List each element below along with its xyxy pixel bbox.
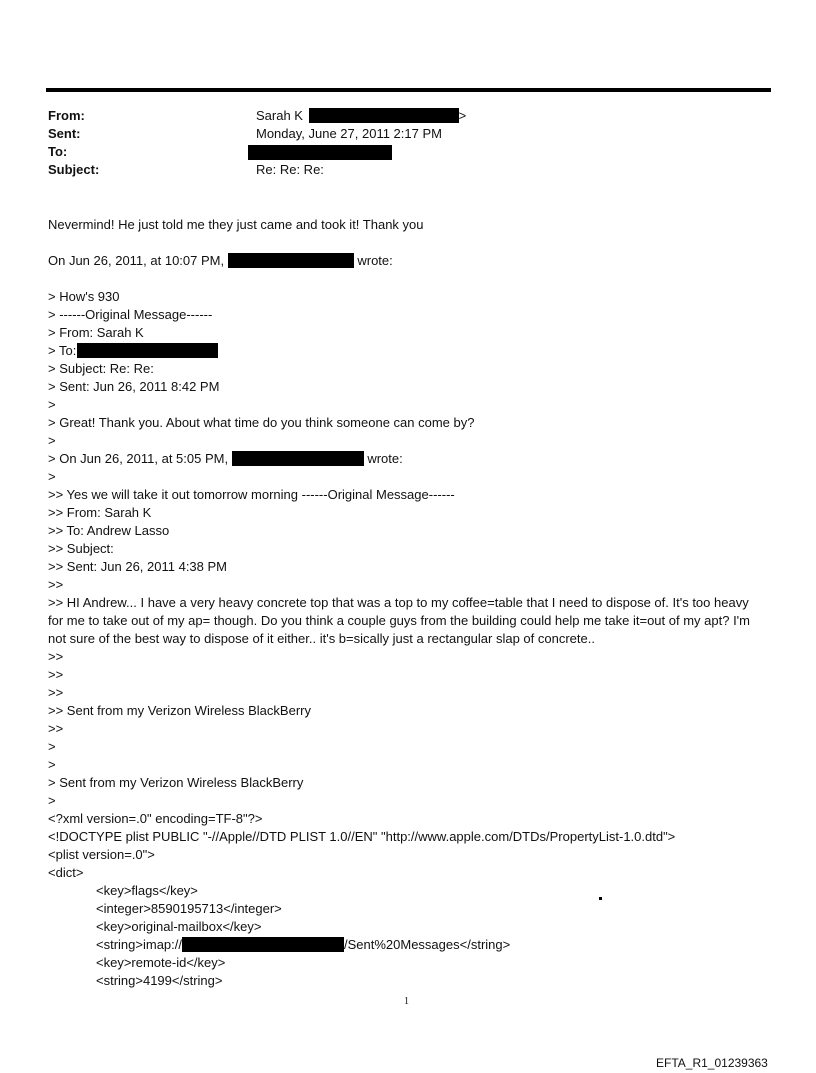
body-line: > xyxy=(48,739,56,754)
body-line: > Great! Thank you. About what time do you think someone can come by? xyxy=(48,415,475,430)
redaction-block xyxy=(77,343,218,358)
redaction-block xyxy=(232,451,364,466)
body-line xyxy=(48,342,768,360)
quote-intro: > On Jun 26, 2011, at 5:05 PM, xyxy=(48,451,229,466)
body-line: > Sent from my Verizon Wireless BlackBerry xyxy=(48,775,304,790)
xml-line: <!DOCTYPE plist PUBLIC "-//Apple//DTD PLIST 1.0//EN" "http://www.apple.com/DTDs/PropertyList-1.0.dtd"> xyxy=(48,829,676,844)
body-paragraph: >> HI Andrew... I have a very heavy concrete top that was a top to my coffee=table that I need to dispose of. It's too heavy for me to take out of my ap= though. Do you think a couple guys from the building could help me take it=out of my apt? I'm not sure of the best way to dispose of it either.. it's b=sically just a rectangular slap of concrete.. xyxy=(48,595,750,646)
xml-line: <key>remote-id</key> xyxy=(96,955,226,970)
body-line: >> To: Andrew Lasso xyxy=(48,523,170,538)
body-line: > From: Sarah K xyxy=(48,325,144,340)
xml-line: <integer>8590195713</integer> xyxy=(96,901,282,916)
body-line: >> xyxy=(48,649,64,664)
redaction-block xyxy=(228,253,354,268)
body-line: >> xyxy=(48,721,64,736)
from-label: From: xyxy=(48,108,85,123)
xml-line: <plist version=.0"> xyxy=(48,847,155,862)
from-close: > xyxy=(458,108,467,123)
body-line: > xyxy=(48,397,56,412)
xml-line xyxy=(96,936,816,954)
xml-line: <key>flags</key> xyxy=(96,883,198,898)
body-line: > Subject: Re: Re: xyxy=(48,361,154,376)
from-name: Sarah K xyxy=(256,108,303,123)
body-line: > How's 930 xyxy=(48,289,120,304)
quote-wrote: wrote: xyxy=(357,253,393,268)
imap-prefix: <string>imap:// xyxy=(96,937,182,952)
body-line: >> Sent from my Verizon Wireless BlackBerry xyxy=(48,703,311,718)
body-line: > xyxy=(48,433,56,448)
body-line: >> xyxy=(48,685,64,700)
from-value xyxy=(256,107,466,125)
redaction-block xyxy=(309,108,459,123)
sent-value: Monday, June 27, 2011 2:17 PM xyxy=(256,126,442,141)
body-line: >> xyxy=(48,667,64,682)
page-number: 1 xyxy=(404,996,409,1007)
body-line: >> Subject: xyxy=(48,541,114,556)
sent-label: Sent: xyxy=(48,126,81,141)
body-line: >> From: Sarah K xyxy=(48,505,152,520)
xml-line: <dict> xyxy=(48,865,84,880)
body-line: > Sent: Jun 26, 2011 8:42 PM xyxy=(48,379,220,394)
body-line: Nevermind! He just told me they just came and took it! Thank you xyxy=(48,217,424,232)
to-label: To: xyxy=(48,144,68,159)
body-line: > xyxy=(48,757,56,772)
xml-line: <string>4199</string> xyxy=(96,973,223,988)
bates-number: EFTA_R1_01239363 xyxy=(656,1056,768,1070)
body-line: > ------Original Message------ xyxy=(48,307,213,322)
redaction-block xyxy=(182,937,344,952)
subject-label: Subject: xyxy=(48,162,100,177)
body-line: >> Sent: Jun 26, 2011 4:38 PM xyxy=(48,559,227,574)
quote-intro: On Jun 26, 2011, at 10:07 PM, xyxy=(48,253,225,268)
body-line: > xyxy=(48,469,56,484)
to-prefix: > To: xyxy=(48,343,77,358)
body-line xyxy=(48,450,768,468)
body-line xyxy=(48,252,768,270)
to-value xyxy=(256,144,392,162)
subject-value: Re: Re: Re: xyxy=(256,162,324,177)
xml-line: <key>original-mailbox</key> xyxy=(96,919,262,934)
body-line: >> xyxy=(48,577,64,592)
redaction-block xyxy=(248,145,392,160)
xml-line: <?xml version=.0" encoding=TF-8"?> xyxy=(48,811,263,826)
stray-mark xyxy=(599,897,602,900)
body-line: > xyxy=(48,793,56,808)
header-rule xyxy=(46,88,771,92)
quote-wrote: wrote: xyxy=(367,451,403,466)
imap-suffix: /Sent%20Messages</string> xyxy=(344,937,511,952)
body-line: >> Yes we will take it out tomorrow morning ------Original Message------ xyxy=(48,487,455,502)
